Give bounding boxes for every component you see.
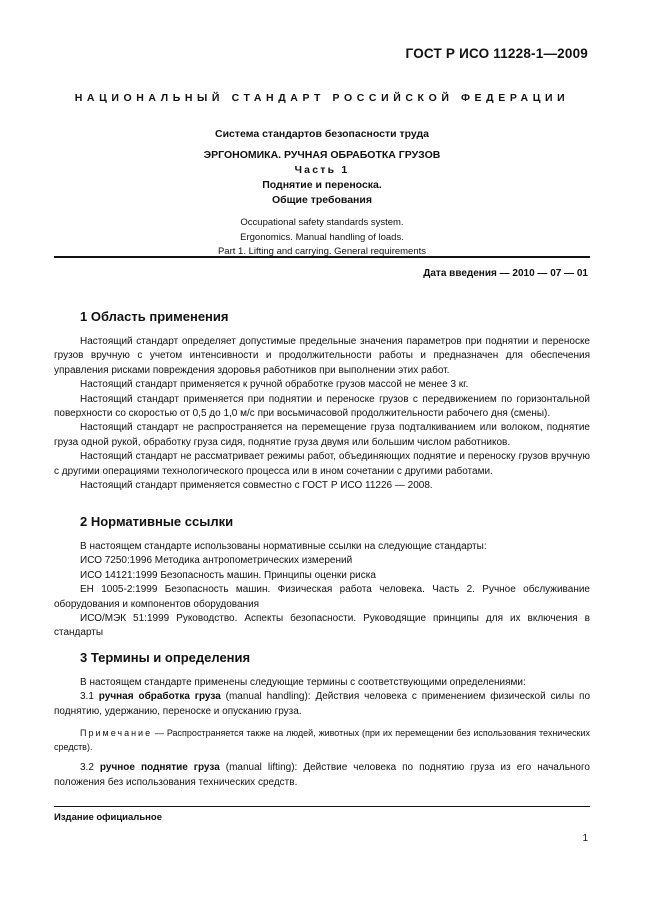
title-system: Система стандартов безопасности труда xyxy=(214,128,430,140)
paragraph: Настоящий стандарт применяется к ручной обработке грузов массой не менее 3 кг. xyxy=(80,379,469,391)
section-2-heading: 2 Нормативные ссылки xyxy=(80,514,234,529)
title-english-2: Ergonomics. Manual handling of loads. xyxy=(240,231,404,243)
section-3-heading: 3 Термины и определения xyxy=(80,650,251,665)
paragraph: Настоящий стандарт применяется при поднятии и переноске грузов с передвижением по горизонтальной поверхности со скоростью от 0,5 до 1,0 м/с при восьмичасовой продолжительности рабочего дня (смены). xyxy=(54,393,590,420)
note xyxy=(54,726,590,754)
title-subtitle-1: Поднятие и переноска. xyxy=(262,179,382,191)
official-edition-label: Издание официальное xyxy=(54,812,162,823)
term-name: ручное поднятие груза xyxy=(99,762,220,774)
term-3-2 xyxy=(54,761,590,790)
title-divider xyxy=(54,256,590,258)
page-number: 1 xyxy=(582,833,588,844)
term-number: 3.1 xyxy=(80,691,94,703)
title-subtitle-2: Общие требования xyxy=(272,194,372,206)
title-block xyxy=(54,127,590,260)
national-standard-banner: НАЦИОНАЛЬНЫЙ СТАНДАРТ РОССИЙСКОЙ ФЕДЕРАЦИИ xyxy=(74,92,570,104)
paragraph: В настоящем стандарте применены следующие термины с соответствующими определениями: xyxy=(80,677,526,688)
reference-item: ИСО 7250:1996 Методика антропометрических измерений xyxy=(80,555,353,567)
paragraph: Настоящий стандарт не распространяется на перемещение груза подталкиванием или волоком, поднятие груза одной рукой, обработку груза сидя, поднятие груза двумя или большим числом работников. xyxy=(54,422,590,448)
paragraph: Настоящий стандарт применяется совместно с ГОСТ Р ИСО 11226 — 2008. xyxy=(80,480,433,492)
reference-item: ИСО/МЭК 51:1999 Руководство. Аспекты безопасности. Руководящие принципы для их включения в стандарты xyxy=(54,613,590,639)
title-part: Часть 1 xyxy=(294,164,350,176)
section-1-body xyxy=(54,335,590,493)
reference-item: ЕН 1005-2:1999 Безопасность машин. Физическая работа человека. Часть 2. Ручное обслуживание оборудования и компонентов оборудования xyxy=(54,584,590,610)
term-definition: (manual handling): Действия человека с применением физической силы по поднятию, удержанию, переноске и опусканию груза. xyxy=(54,691,591,717)
footer-divider xyxy=(54,806,590,807)
gost-number: ГОСТ Р ИСО 11228-1—2009 xyxy=(405,46,588,61)
section-1-heading: 1 Область применения xyxy=(80,309,229,324)
reference-item: ИСО 14121:1999 Безопасность машин. Принципы оценки риска xyxy=(80,569,376,581)
term-name: ручная обработка груза xyxy=(98,691,221,703)
title-english-3: Part 1. Lifting and carrying. General requirements xyxy=(217,246,427,257)
title-english-1: Occupational safety standards system. xyxy=(240,217,404,228)
paragraph: Настоящий стандарт определяет допустимые предельные значения параметров при поднятии и переноске грузов вручную с учетом интенсивности и продолжительности работы и предназначен для обеспечения управления рисками повреждения здоровья работников при выполнении этих работ. xyxy=(54,336,590,376)
paragraph: В настоящем стандарте использованы нормативные ссылки на следующие стандарты: xyxy=(80,541,487,552)
note-label: Примечание xyxy=(80,728,153,739)
paragraph: Настоящий стандарт не рассматривает режимы работ, объединяющих поднятие и переноску грузов вручную с другими операциями технологического процесса или в ином сочетании с другими работами. xyxy=(54,451,590,477)
term-definition: (manual lifting): Действие человека по поднятию груза из его начального положения без использования технических средств. xyxy=(54,762,590,788)
introduction-date: Дата введения — 2010 — 07 — 01 xyxy=(423,268,588,279)
section-3-body xyxy=(54,676,590,790)
term-3-1 xyxy=(54,690,590,719)
title-main: ЭРГОНОМИКА. РУЧНАЯ ОБРАБОТКА ГРУЗОВ xyxy=(203,149,441,161)
note-text: — Распространяется также на людей, животных (при их перемещении без использования технических средств). xyxy=(54,728,590,753)
section-2-body xyxy=(54,540,590,641)
term-number: 3.2 xyxy=(80,762,94,774)
